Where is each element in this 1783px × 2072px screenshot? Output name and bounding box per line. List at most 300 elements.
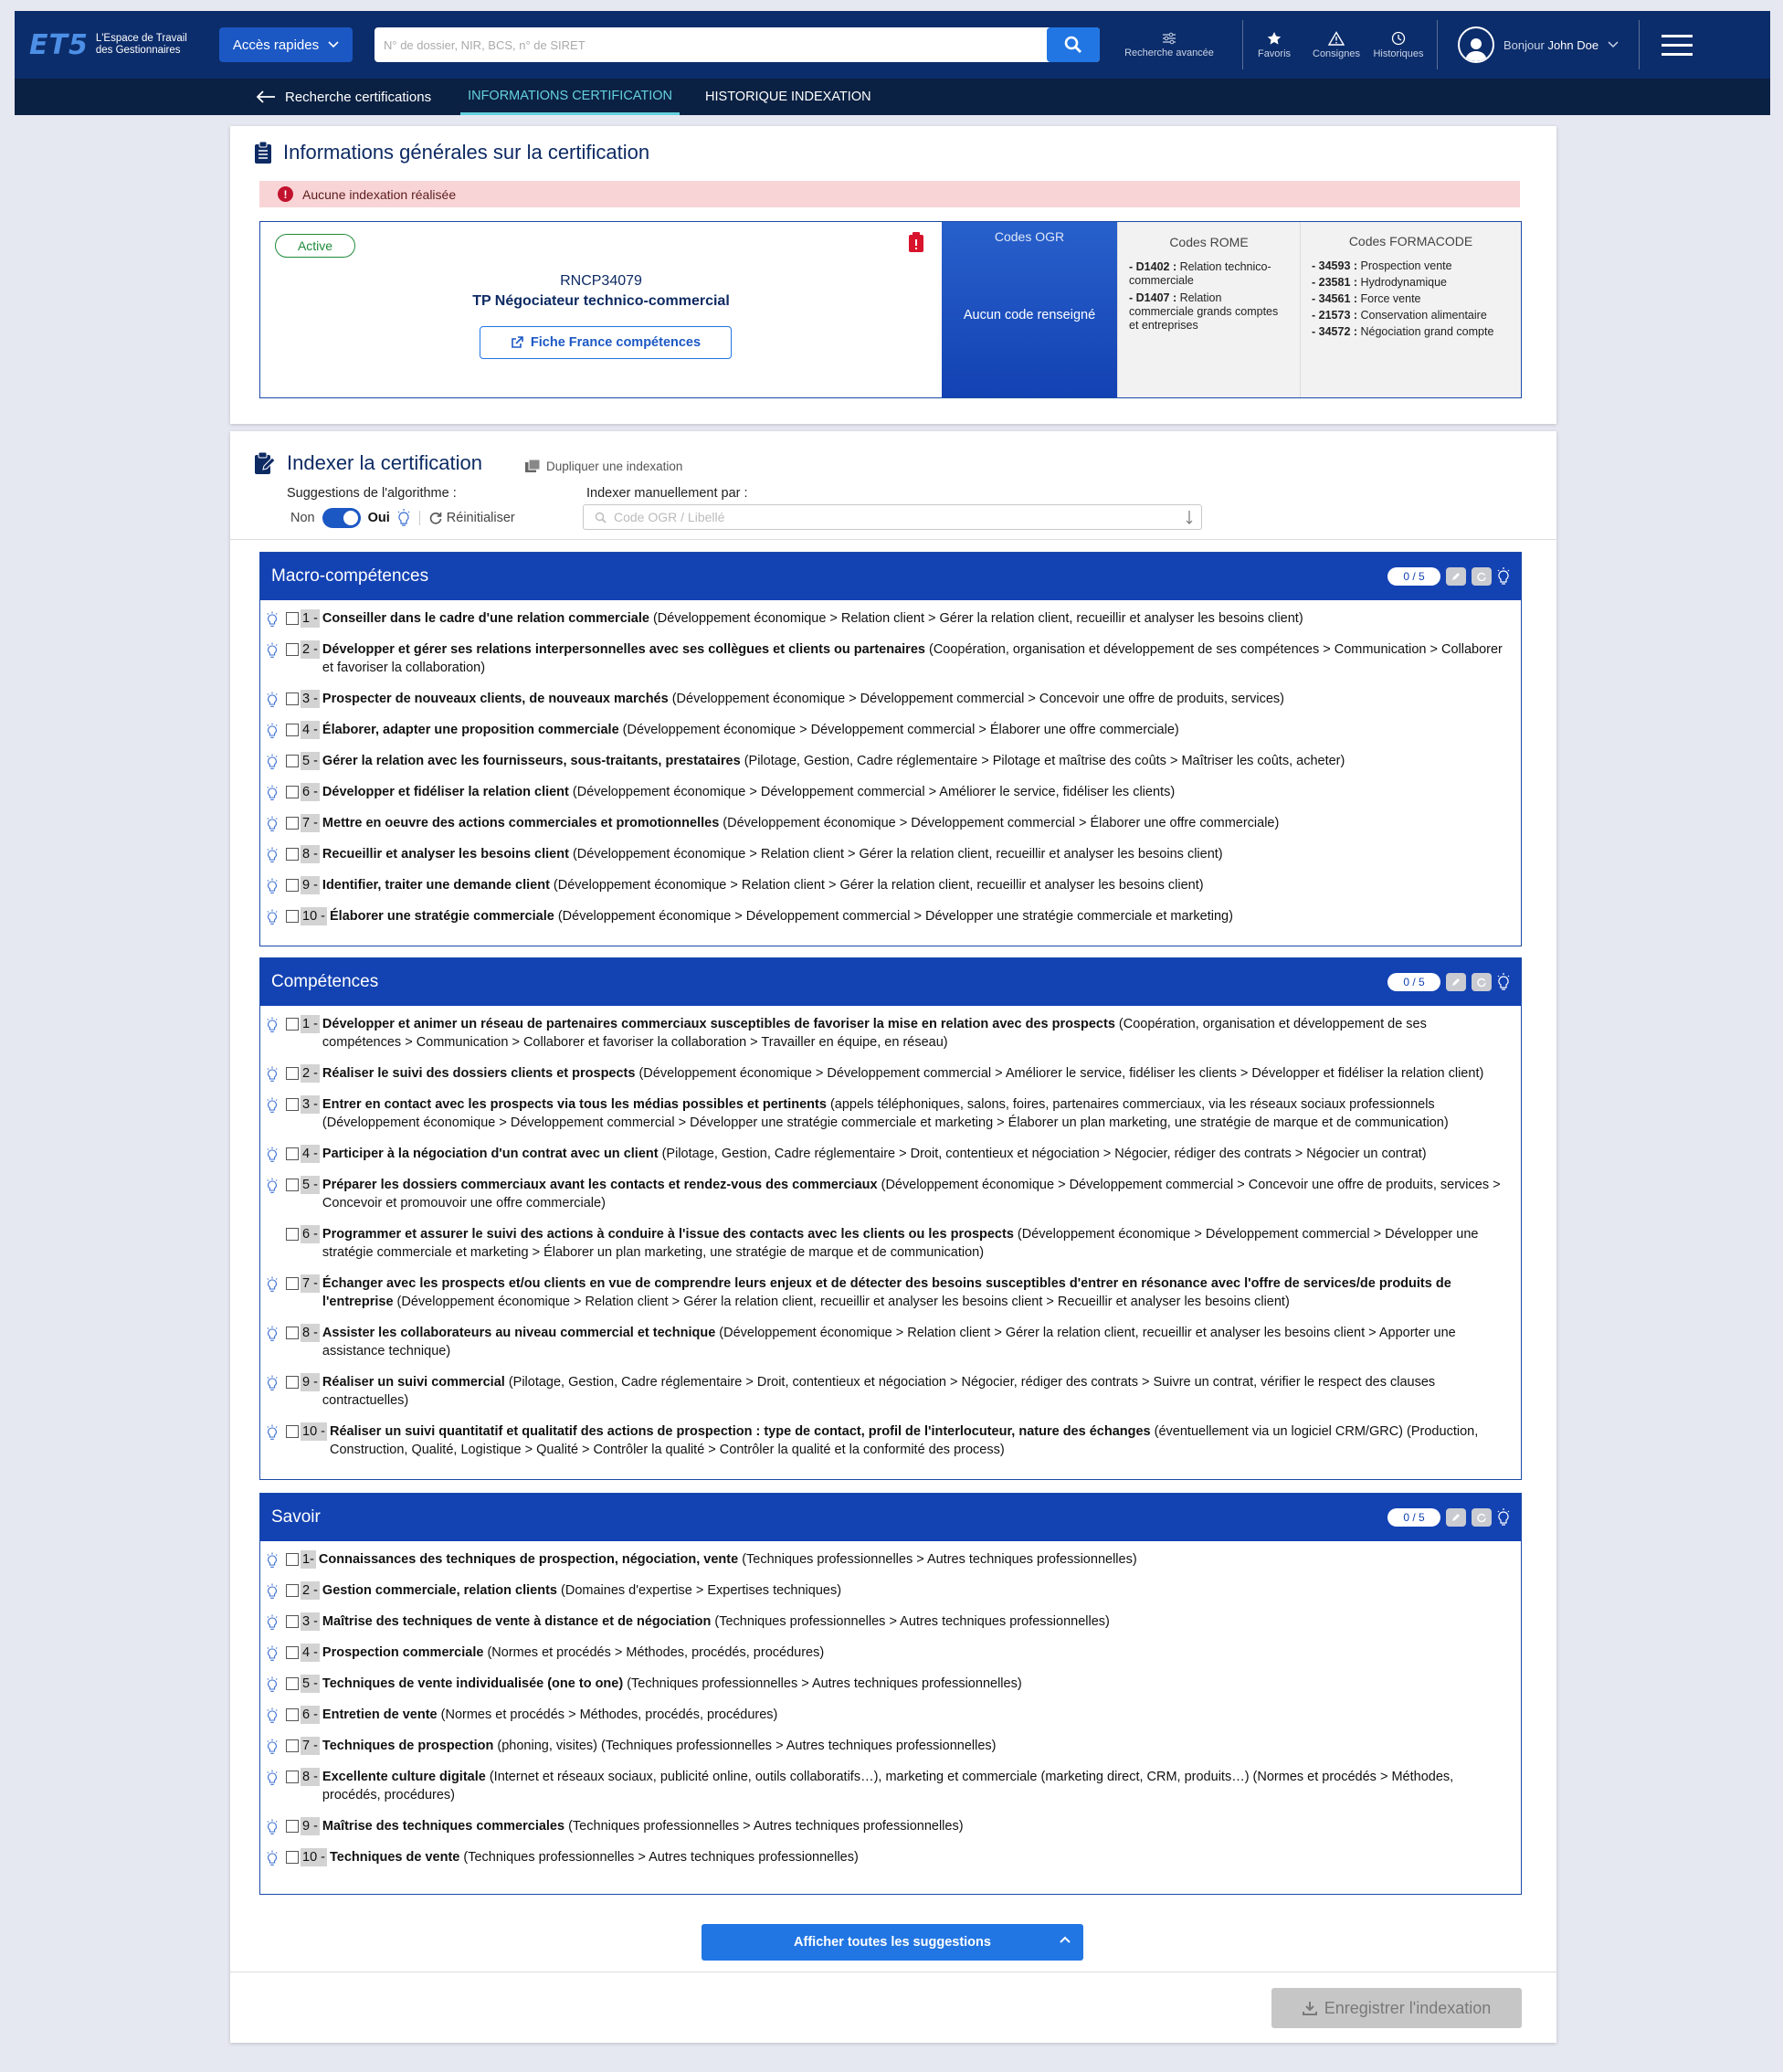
indexing-title: Indexer la certification	[287, 451, 482, 474]
item-number: 8 -	[302, 847, 318, 862]
item-path: (Développement économique > Développement commercial > Améliorer le service, fidéliser les clients > Développer et fidéliser la relation client)	[635, 1066, 1484, 1081]
list-item	[260, 1015, 1521, 1052]
item-path: (Pilotage, Gestion, Cadre réglementaire > Droit, contentieux et négociation > Négocier, rédiger des contrats > Négocier un contrat)	[658, 1147, 1427, 1161]
section-items	[260, 600, 1521, 925]
item-label: Élaborer, adapter une proposition commerciale	[322, 723, 619, 737]
lightbulb-icon[interactable]	[264, 1095, 280, 1114]
item-checkbox[interactable]	[286, 1376, 299, 1389]
item-number: 5 -	[302, 1178, 318, 1192]
item-path: (Développement économique > Relation client > Gérer la relation client, recueillir et analyser les besoins client)	[649, 611, 1303, 626]
history-label: Historiques	[1373, 48, 1424, 59]
clock-icon	[1391, 31, 1406, 46]
lightbulb-icon[interactable]	[264, 1550, 280, 1569]
item-number: 4 -	[302, 1645, 318, 1660]
item-checkbox[interactable]	[286, 1771, 299, 1783]
item-label: Développer et animer un réseau de partenaires commerciaux susceptibles de favoriser la mise en relation avec des prospects	[322, 1017, 1115, 1031]
lightbulb-icon[interactable]	[264, 1373, 280, 1391]
chevron-down-icon	[328, 41, 339, 48]
item-label: Identifier, traiter une demande client	[322, 878, 550, 893]
item-text	[320, 1675, 1022, 1693]
lightbulb-icon[interactable]	[264, 1612, 280, 1631]
lightbulb-icon[interactable]	[1497, 973, 1510, 991]
clipboard-list-icon	[254, 141, 272, 164]
section-header	[260, 553, 1521, 600]
codes-formacode-title: Codes FORMACODE	[1348, 234, 1473, 248]
header-divider	[1639, 20, 1640, 69]
item-path: (Développement économique > Développement commercial > Élaborer une offre commerciale)	[618, 723, 1179, 737]
lightbulb-icon[interactable]	[264, 721, 280, 739]
lightbulb-icon[interactable]	[264, 1015, 280, 1033]
item-text	[320, 1015, 1508, 1052]
item-text	[320, 845, 1223, 863]
codes-ogr-panel	[942, 222, 1117, 397]
list-item	[260, 690, 1521, 708]
item-label: Développer et fidéliser la relation client	[322, 785, 569, 799]
edit-icon[interactable]	[1446, 567, 1466, 586]
item-label: Techniques de vente	[330, 1850, 460, 1865]
item-text	[320, 1095, 1508, 1132]
list-item	[260, 1550, 1521, 1569]
item-checkbox[interactable]	[286, 755, 299, 767]
clipboard-edit-icon	[254, 451, 276, 475]
item-label: Mettre en oeuvre des actions commerciales et promotionnelles	[322, 816, 720, 830]
item-text	[320, 1581, 841, 1600]
user-greeting: Bonjour John Doe	[1503, 37, 1599, 52]
item-label: Élaborer une stratégie commerciale	[330, 909, 554, 924]
item-checkbox[interactable]	[286, 1098, 299, 1111]
item-label: Excellente culture digitale	[322, 1770, 486, 1784]
refresh-icon[interactable]	[1472, 973, 1492, 991]
item-path: (Techniques professionnelles > Autres techniques professionnelles)	[738, 1552, 1137, 1567]
item-number: 10 -	[302, 1850, 325, 1865]
item-label: Assister les collaborateurs au niveau commercial et technique	[322, 1326, 716, 1340]
list-item	[260, 1422, 1521, 1459]
certification-box	[259, 221, 1522, 398]
lightbulb-icon[interactable]	[264, 1145, 280, 1163]
item-number: 4 -	[302, 723, 318, 737]
item-checkbox[interactable]	[286, 692, 299, 705]
list-item	[260, 1612, 1521, 1631]
formacode-item: - 34593 : Prospection vente	[1312, 259, 1452, 272]
list-item	[260, 907, 1521, 925]
quick-access-label: Accès rapides	[232, 37, 320, 53]
item-label: Échanger avec les prospects et/ou clients en vue de comprendre leurs enjeux et de détecter des besoins susceptibles d'entrer en résonance avec l'offre de services/de produits de l'entreprise	[322, 1276, 1451, 1309]
suggestions-toggle-row	[290, 508, 515, 528]
item-checkbox[interactable]	[286, 1425, 299, 1438]
item-number: 1 -	[302, 611, 318, 626]
item-text	[320, 1324, 1508, 1360]
lightbulb-icon[interactable]	[264, 814, 280, 832]
section-items	[260, 1006, 1521, 1459]
user-menu[interactable]	[1458, 26, 1639, 63]
status-badge: Active	[275, 234, 355, 258]
lightbulb-icon[interactable]	[264, 1274, 280, 1293]
item-number: 10 -	[302, 1424, 325, 1439]
item-text	[320, 783, 1175, 801]
top-header	[15, 11, 1770, 79]
show-all-suggestions-button[interactable]	[702, 1924, 1083, 1961]
rome-code-item: - D1407 : Relation commerciale grands comptes et entreprises	[1129, 291, 1279, 332]
edit-icon[interactable]	[1446, 1508, 1466, 1527]
sort-icon	[1185, 510, 1194, 524]
item-label: Programmer et assurer le suivi des actions à conduire à l'issue des contacts avec les clients ou les prospects	[322, 1227, 1014, 1242]
star-icon	[1267, 31, 1282, 46]
item-path: (appels téléphoniques, salons, foires, partenaires commerciaux, via les réseaux sociaux professionnels (Développement économique > Développement commercial > Développer une stratégie commerciale et marketing > Élaborer un plan marketing, une stratégie de marque et de communication)	[322, 1097, 1449, 1130]
item-path: (Développement économique > Développement commercial > Concevoir une offre de produits, services)	[668, 692, 1285, 706]
item-number: 8 -	[302, 1326, 318, 1340]
list-item	[260, 1768, 1521, 1804]
item-text	[320, 814, 1279, 832]
item-number: 9 -	[302, 1375, 318, 1390]
list-item	[260, 1373, 1521, 1410]
indexing-card	[230, 431, 1556, 2043]
item-label: Conseiller dans le cadre d'une relation commerciale	[322, 611, 649, 626]
item-path: (phoning, visites) (Techniques professionnelles > Autres techniques professionnelles)	[493, 1739, 997, 1753]
lightbulb-icon[interactable]	[264, 1422, 280, 1441]
item-text	[320, 721, 1179, 739]
item-path: (Techniques professionnelles > Autres techniques professionnelles)	[711, 1614, 1110, 1629]
general-info-header	[254, 141, 649, 164]
item-text	[320, 1225, 1508, 1262]
item-text	[320, 1274, 1508, 1311]
lightbulb-icon[interactable]	[264, 752, 280, 770]
lightbulb-icon[interactable]	[264, 1324, 280, 1342]
item-path: (Normes et procédés > Méthodes, procédés, procédures)	[437, 1707, 778, 1722]
item-checkbox[interactable]	[286, 910, 299, 923]
refresh-icon	[429, 512, 442, 524]
error-icon: !	[278, 186, 293, 202]
item-number: 9 -	[302, 878, 318, 893]
lightbulb-icon[interactable]	[264, 1644, 280, 1662]
section-title: Savoir	[271, 1507, 321, 1527]
formacode-item: - 34561 : Force vente	[1312, 292, 1421, 305]
item-checkbox[interactable]	[286, 1018, 299, 1031]
codes-ogr-title: Codes OGR	[994, 229, 1065, 244]
item-label: Prospection commerciale	[322, 1645, 484, 1660]
lightbulb-icon[interactable]	[264, 609, 280, 628]
item-path: (Développement économique > Relation client > Gérer la relation client, recueillir et analyser les besoins client > Recueillir et analyser les besoins client)	[393, 1295, 1290, 1309]
list-item	[260, 783, 1521, 801]
codes-ogr-value: Aucun code renseigné	[963, 308, 1096, 322]
item-text	[327, 1422, 1508, 1459]
item-checkbox[interactable]	[286, 1708, 299, 1721]
lightbulb-icon[interactable]	[1497, 1508, 1510, 1527]
item-number: 5 -	[302, 754, 318, 768]
item-label: Maîtrise des techniques de vente à distance et de négociation	[322, 1614, 712, 1629]
item-label: Développer et gérer ses relations interpersonnelles avec ses collègues et clients ou partenaires	[322, 642, 925, 657]
item-text	[320, 640, 1508, 677]
app-logo[interactable]	[29, 29, 194, 61]
item-number: 1-	[302, 1552, 314, 1567]
lightbulb-icon[interactable]	[264, 783, 280, 801]
item-label: Prospecter de nouveaux clients, de nouveaux marchés	[322, 692, 669, 706]
rome-code-item: - D1402 : Relation technico-commerciale	[1129, 260, 1271, 287]
item-number: 8 -	[302, 1770, 318, 1784]
item-number: 6 -	[302, 1227, 318, 1242]
lightbulb-icon[interactable]	[1497, 567, 1510, 586]
history-button[interactable]	[1367, 31, 1430, 59]
item-path: (Développement économique > Relation client > Gérer la relation client, recueillir et analyser les besoins client)	[568, 847, 1223, 862]
item-text	[320, 1176, 1508, 1212]
section-macro-competences	[259, 552, 1522, 946]
list-item	[260, 1675, 1521, 1693]
global-search	[375, 27, 1100, 62]
delete-icon[interactable]	[907, 231, 925, 258]
item-checkbox[interactable]	[286, 1067, 299, 1080]
edit-icon[interactable]	[1446, 973, 1466, 991]
section-title: Compétences	[271, 972, 379, 991]
section-competences	[259, 957, 1522, 1480]
item-label: Réaliser un suivi commercial	[322, 1375, 505, 1390]
item-number: 6 -	[302, 785, 318, 799]
divider	[419, 511, 420, 525]
item-checkbox[interactable]	[286, 817, 299, 830]
item-number: 1 -	[302, 1017, 318, 1031]
toggle-off-label: Non	[290, 511, 315, 525]
lightbulb-icon[interactable]	[264, 1768, 280, 1786]
item-checkbox[interactable]	[286, 1615, 299, 1628]
item-text	[320, 1145, 1427, 1163]
list-item	[260, 845, 1521, 863]
lightbulb-icon[interactable]	[264, 1581, 280, 1600]
item-text	[327, 907, 1233, 925]
save-indexing-button[interactable]	[1271, 1988, 1522, 2028]
logo-mark: ET5	[29, 28, 89, 61]
item-text	[320, 1768, 1508, 1804]
item-path: (éventuellement via un logiciel CRM/GRC) (Production, Construction, Qualité, Logistique > Qualité > Contrôler la qualité > Contrôler la qualité et la conformité des process)	[330, 1424, 1479, 1457]
codes-rome-panel	[1117, 222, 1300, 397]
page-title: Informations générales sur la certification	[283, 141, 650, 164]
item-text	[320, 1064, 1483, 1083]
item-label: Entrer en contact avec les prospects via tous les médias possibles et pertinents	[322, 1097, 827, 1112]
search-icon	[595, 512, 607, 523]
manual-index-label: Indexer manuellement par :	[586, 486, 748, 501]
rncp-code: RNCP34079	[560, 273, 642, 289]
item-number: 9 -	[302, 1819, 318, 1834]
item-label: Réaliser le suivi des dossiers clients et prospects	[322, 1066, 636, 1081]
selection-count: 0 / 5	[1387, 1508, 1440, 1527]
search-icon	[1064, 36, 1082, 54]
lightbulb-icon[interactable]	[264, 1706, 280, 1724]
item-path: (Normes et procédés > Méthodes, procédés, procédures)	[483, 1645, 825, 1660]
selection-count: 0 / 5	[1387, 567, 1440, 586]
back-label: Recherche certifications	[285, 89, 432, 105]
arrow-left-icon	[256, 90, 276, 103]
search-input[interactable]	[375, 27, 1047, 62]
general-info-card	[230, 126, 1556, 424]
item-text	[320, 690, 1284, 708]
refresh-icon[interactable]	[1472, 1508, 1492, 1527]
item-checkbox[interactable]	[286, 1851, 299, 1864]
item-text	[320, 1644, 824, 1662]
favorites-label: Favoris	[1257, 48, 1292, 59]
section-header	[260, 1494, 1521, 1541]
codes-rome-title: Codes ROME	[1169, 235, 1249, 249]
suggestions-toggle[interactable]	[322, 508, 361, 528]
item-number: 2 -	[302, 1066, 318, 1081]
lightbulb-icon[interactable]	[264, 876, 280, 894]
lightbulb-icon[interactable]	[264, 640, 280, 659]
item-path: (Internet et réseaux sociaux, publicité online, outils collaboratifs…), marketing et commerciale (marketing direct, CRM, produits…) (Normes et procédés > Méthodes, procédés, procédures)	[322, 1770, 1454, 1802]
header-divider	[1437, 20, 1438, 69]
item-number: 7 -	[302, 1739, 318, 1753]
back-link[interactable]	[256, 90, 431, 105]
item-path: (Pilotage, Gestion, Cadre réglementaire > Pilotage et maîtrise des coûts > Maîtriser les coûts, acheter)	[740, 754, 1345, 768]
item-checkbox[interactable]	[286, 879, 299, 892]
list-item	[260, 1737, 1521, 1755]
item-path: (Développement économique > Développement commercial > Améliorer le service, fidéliser les clients)	[568, 785, 1176, 799]
chevron-up-icon	[1060, 1935, 1071, 1944]
list-item	[260, 814, 1521, 832]
certification-title: TP Négociateur technico-commercial	[472, 293, 730, 309]
item-label: Connaissances des techniques de prospection, négociation, vente	[318, 1552, 739, 1567]
instructions-label: Consignes	[1313, 48, 1360, 59]
item-checkbox[interactable]	[286, 612, 299, 625]
item-label: Participer à la négociation d'un contrat avec un client	[322, 1147, 659, 1161]
chevron-down-icon	[1608, 41, 1619, 48]
item-checkbox[interactable]	[286, 1327, 299, 1339]
section-title: Macro-compétences	[271, 566, 429, 586]
lightbulb-icon[interactable]	[264, 1176, 280, 1194]
item-label: Techniques de vente individualisée (one to one)	[322, 1676, 624, 1691]
item-checkbox[interactable]	[286, 1677, 299, 1690]
manual-index-input[interactable]	[583, 504, 1202, 530]
formacode-item: - 34572 : Négociation grand compte	[1312, 325, 1494, 338]
item-path: (Développement économique > Développement commercial > Élaborer une offre commerciale)	[719, 816, 1280, 830]
item-number: 3 -	[302, 692, 318, 706]
lightbulb-icon[interactable]	[264, 690, 280, 708]
list-item	[260, 609, 1521, 628]
advanced-search-label: Recherche avancée	[1124, 47, 1214, 58]
item-path: (Techniques professionnelles > Autres techniques professionnelles)	[564, 1819, 964, 1834]
item-path: (Techniques professionnelles > Autres techniques professionnelles)	[459, 1850, 859, 1865]
section-tools	[1387, 973, 1510, 991]
quick-access-button[interactable]	[219, 27, 353, 62]
alert-text: Aucune indexation réalisée	[302, 186, 457, 202]
tab-historique-indexation[interactable]: HISTORIQUE INDEXATION	[705, 90, 871, 104]
fiche-france-competences-button[interactable]	[480, 326, 732, 359]
codes-formacode-panel	[1300, 222, 1521, 397]
section-tools	[1387, 567, 1510, 586]
item-text	[320, 1373, 1508, 1410]
item-checkbox[interactable]	[286, 1179, 299, 1191]
item-text	[320, 1737, 997, 1755]
item-number: 4 -	[302, 1147, 318, 1161]
section-savoir	[259, 1493, 1522, 1895]
reset-label: Réinitialiser	[446, 511, 515, 525]
item-checkbox[interactable]	[286, 786, 299, 798]
item-path: (Pilotage, Gestion, Cadre réglementaire > Droit, contentieux et négociation > Négocier, rédiger des contrats > Suivre un contrat, vérifier le respect des clauses contractuelles)	[322, 1375, 1436, 1408]
lightbulb-icon[interactable]	[264, 1675, 280, 1693]
favorites-button[interactable]	[1243, 31, 1305, 59]
item-checkbox[interactable]	[286, 1820, 299, 1833]
formacode-item: - 23581 : Hydrodynamique	[1312, 276, 1447, 289]
no-index-alert	[259, 181, 1520, 207]
item-text	[320, 1612, 1110, 1631]
lightbulb-icon[interactable]	[264, 1737, 280, 1755]
divider	[230, 539, 1556, 540]
list-item	[260, 1706, 1521, 1724]
list-item	[260, 1095, 1521, 1132]
instructions-button[interactable]	[1305, 31, 1367, 59]
list-item	[260, 1274, 1521, 1311]
search-button[interactable]	[1047, 27, 1100, 62]
item-checkbox[interactable]	[286, 643, 299, 656]
item-number: 2 -	[302, 642, 318, 657]
user-name: John Doe	[1547, 37, 1599, 52]
item-text	[320, 752, 1345, 770]
advanced-search-button[interactable]	[1124, 32, 1215, 58]
lightbulb-icon[interactable]	[264, 907, 280, 925]
sub-navigation	[15, 79, 1770, 115]
list-item	[260, 721, 1521, 739]
item-text	[320, 876, 1204, 894]
list-item	[260, 1324, 1521, 1360]
avatar-icon	[1458, 26, 1494, 63]
section-items	[260, 1541, 1521, 1866]
section-tools	[1387, 1508, 1510, 1527]
download-icon	[1303, 2001, 1317, 2015]
item-path: (Domaines d'expertise > Expertises techniques)	[557, 1583, 842, 1598]
item-checkbox[interactable]	[286, 1277, 299, 1290]
list-item	[260, 1225, 1521, 1262]
duplicate-index-button[interactable]	[524, 459, 682, 473]
item-checkbox[interactable]	[286, 1739, 299, 1752]
formacode-item: - 21573 : Conservation alimentaire	[1312, 309, 1487, 322]
item-label: Maîtrise des techniques commerciales	[322, 1819, 565, 1834]
item-checkbox[interactable]	[286, 1646, 299, 1659]
toggle-on-label: Oui	[367, 511, 390, 525]
item-number: 7 -	[302, 1276, 318, 1291]
item-number: 5 -	[302, 1676, 318, 1691]
menu-icon[interactable]	[1662, 35, 1693, 56]
item-number: 6 -	[302, 1707, 318, 1722]
item-label: Réaliser un suivi quantitatif et qualitatif des actions de prospection : type de contact, profil de l'interlocuteur, nature des échanges	[330, 1424, 1151, 1439]
item-checkbox[interactable]	[286, 1553, 299, 1566]
item-text	[316, 1550, 1137, 1569]
item-text	[327, 1848, 859, 1866]
lightbulb-icon[interactable]	[264, 845, 280, 863]
refresh-icon[interactable]	[1472, 567, 1492, 586]
tab-informations-certification[interactable]: INFORMATIONS CERTIFICATION	[460, 79, 680, 115]
item-checkbox[interactable]	[286, 1228, 299, 1241]
item-checkbox[interactable]	[286, 848, 299, 861]
lightbulb-icon[interactable]	[264, 1848, 280, 1866]
list-item	[260, 752, 1521, 770]
fiche-label: Fiche France compétences	[530, 335, 702, 350]
item-checkbox[interactable]	[286, 1584, 299, 1597]
item-number: 2 -	[302, 1583, 318, 1598]
lightbulb-icon[interactable]	[264, 1064, 280, 1083]
show-all-label: Afficher toutes les suggestions	[794, 1935, 991, 1950]
manual-index-placeholder: Code OGR / Libellé	[614, 510, 725, 524]
list-item	[260, 1064, 1521, 1083]
item-checkbox[interactable]	[286, 724, 299, 736]
list-item	[260, 1848, 1521, 1866]
reset-button[interactable]	[429, 511, 515, 525]
item-checkbox[interactable]	[286, 1147, 299, 1160]
copy-icon	[524, 459, 541, 473]
lightbulb-icon[interactable]	[264, 1817, 280, 1835]
item-label: Gérer la relation avec les fournisseurs, sous-traitants, prestataires	[322, 754, 741, 768]
list-item	[260, 1644, 1521, 1662]
item-path: (Développement économique > Relation client > Gérer la relation client, recueillir et analyser les besoins client > Apporter une assistance technique)	[322, 1326, 1456, 1358]
list-item	[260, 640, 1521, 677]
item-number: 3 -	[302, 1097, 318, 1112]
item-text	[320, 1706, 777, 1724]
list-item	[260, 1176, 1521, 1212]
list-item	[260, 1145, 1521, 1163]
